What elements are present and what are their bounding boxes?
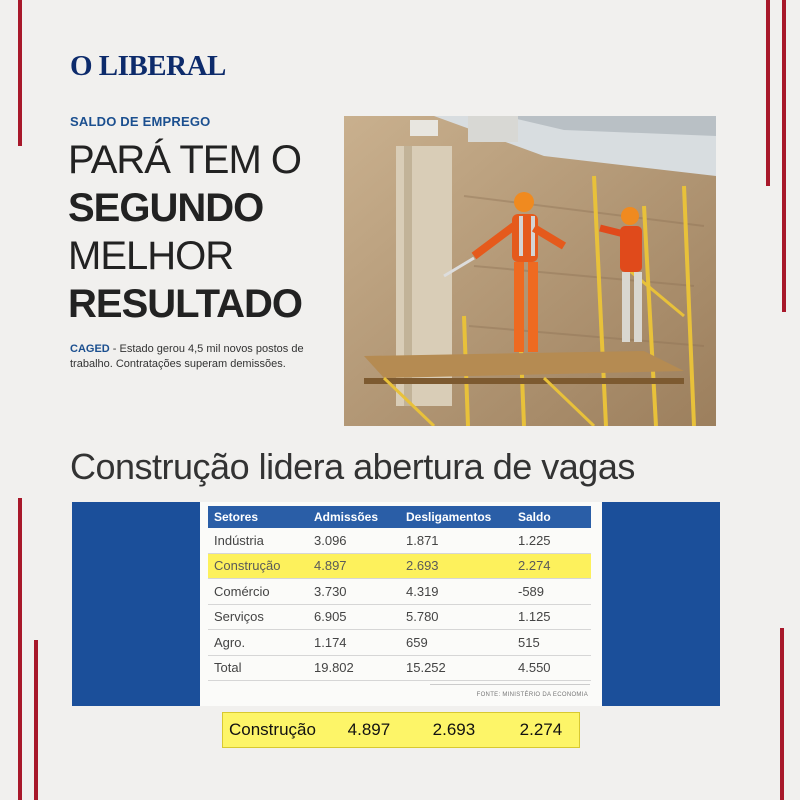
headline-line-3: MELHOR (68, 234, 234, 278)
callout-sector: Construção (229, 720, 316, 739)
cell-dismissals: 5.780 (406, 609, 439, 625)
col-header-admissoes: Admissões (314, 510, 379, 524)
cell-admissions: 19.802 (314, 660, 354, 676)
lead-label: CAGED (70, 343, 110, 355)
col-header-desligamentos: Desligamentos (406, 510, 492, 524)
callout-balance: 2.274 (519, 720, 563, 739)
col-header-saldo: Saldo (518, 510, 551, 524)
red-rule-right-top (766, 0, 770, 186)
table-row-total (208, 656, 591, 682)
cell-admissions: 3.730 (314, 583, 347, 599)
col-header-setores: Setores (214, 510, 259, 524)
red-rule-right-bottom (780, 628, 784, 800)
brand-logo: O LIBERAL (70, 50, 226, 82)
headline-line-1: PARÁ TEM O (68, 138, 302, 182)
cell-balance: 515 (518, 634, 540, 650)
kicker: SALDO DE EMPREGO (70, 114, 211, 129)
cell-dismissals: 2.693 (406, 558, 439, 574)
cell-sector: Comércio (214, 583, 270, 599)
construction-scene-illustration (344, 116, 716, 426)
cell-admissions: 3.096 (314, 532, 347, 548)
callout-admissions: 4.897 (347, 720, 391, 739)
table-row (208, 605, 591, 631)
table-row-highlighted (208, 554, 591, 580)
table-row (208, 528, 591, 554)
cell-sector: Indústria (214, 532, 264, 548)
red-rule-left-bottom (18, 498, 22, 800)
cell-balance: 2.274 (518, 558, 551, 574)
source-divider (430, 684, 590, 685)
cell-dismissals: 15.252 (406, 660, 446, 676)
cell-admissions: 4.897 (314, 558, 347, 574)
table-header-row (208, 506, 591, 528)
table-row (208, 630, 591, 656)
lead-text: - Estado gerou 4,5 mil novos postos de trabalho. Contratações superam demissões. (70, 343, 304, 370)
table-grid (208, 506, 591, 681)
cell-balance: -589 (518, 583, 545, 599)
cell-dismissals: 659 (406, 634, 428, 650)
headline-line-2: SEGUNDO (68, 186, 264, 230)
construction-workers-photo (344, 116, 716, 426)
headline (68, 136, 338, 328)
cell-admissions: 1.174 (314, 634, 347, 650)
construction-callout (222, 712, 580, 748)
cell-sector: Serviços (214, 609, 264, 625)
cell-sector: Total (214, 660, 242, 676)
cell-balance: 4.550 (518, 660, 551, 676)
cell-sector: Agro. (214, 634, 246, 650)
headline-line-4: RESULTADO (68, 282, 302, 326)
lead-paragraph (70, 342, 330, 372)
sector-jobs-table (200, 502, 602, 706)
cell-dismissals: 4.319 (406, 583, 439, 599)
red-rule-left-top (18, 0, 22, 146)
cell-sector: Construção (214, 558, 281, 574)
red-rule-right-top-2 (782, 0, 786, 312)
cell-dismissals: 1.871 (406, 532, 439, 548)
red-rule-left-bottom-2 (34, 640, 38, 800)
cell-balance: 1.125 (518, 609, 551, 625)
table-row (208, 579, 591, 605)
cell-balance: 1.225 (518, 532, 551, 548)
section-title: Construção lidera abertura de vagas (70, 446, 635, 487)
table-source: FONTE: MINISTÉRIO DA ECONOMIA (476, 692, 588, 698)
callout-dismissals: 2.693 (432, 720, 476, 739)
cell-admissions: 6.905 (314, 609, 347, 625)
